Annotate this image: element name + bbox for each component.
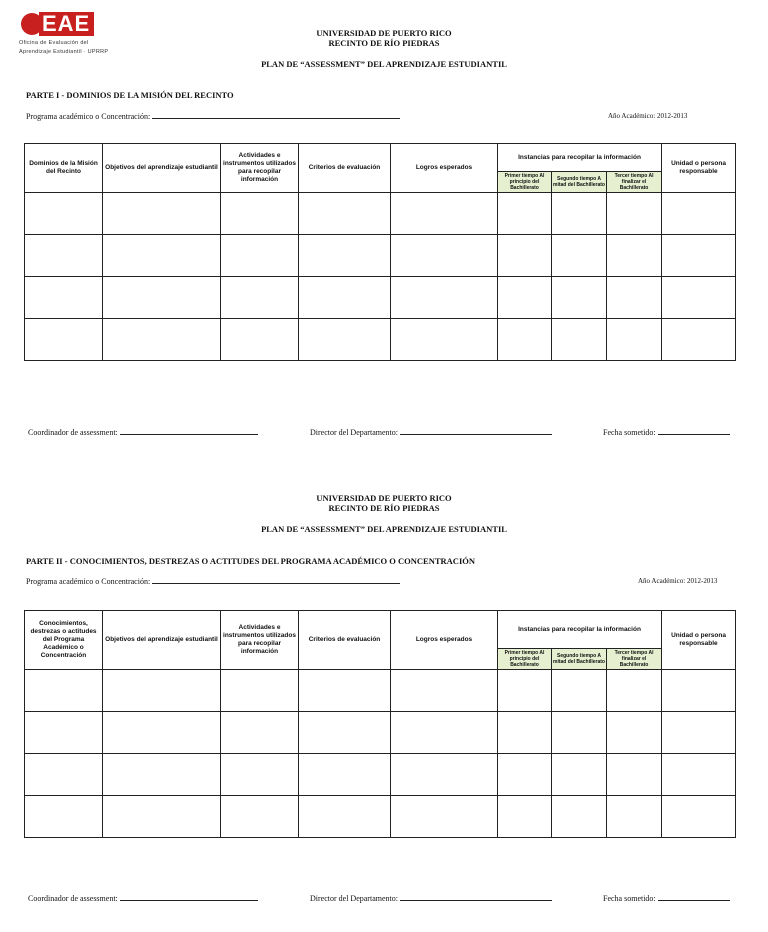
table-row — [25, 712, 736, 754]
col-primer-2: Primer tiempo Al principio del Bachillerato — [498, 649, 552, 670]
table-cell[interactable] — [25, 193, 103, 235]
table-cell[interactable] — [552, 235, 607, 277]
table-cell[interactable] — [607, 670, 662, 712]
col-objetivos-2: Objetivos del aprendizaje estudiantil — [103, 611, 221, 670]
part1-program-field[interactable] — [26, 112, 400, 121]
date-label: Fecha sometido: — [603, 428, 656, 437]
coordinator-input-line-2[interactable] — [120, 900, 258, 901]
table-cell[interactable] — [607, 277, 662, 319]
table-cell[interactable] — [221, 796, 299, 838]
program-label: Programa académico o Concentración: — [26, 112, 151, 121]
table-cell[interactable] — [25, 670, 103, 712]
table-cell[interactable] — [391, 670, 498, 712]
col-actividades: Actividades e instrumentos utilizados para recopilar información — [221, 144, 299, 193]
date-input-line-2[interactable] — [658, 900, 730, 901]
col-tercer-2: Tercer tiempo Al finalizar el Bachillerato — [607, 649, 662, 670]
table-cell[interactable] — [103, 754, 221, 796]
table-cell[interactable] — [498, 235, 552, 277]
table-cell[interactable] — [662, 277, 736, 319]
part1-date-field[interactable] — [603, 428, 730, 437]
col-tercer: Tercer tiempo Al finalizar el Bachillerato — [607, 172, 662, 193]
col-actividades-2: Actividades e instrumentos utilizados para recopilar información — [221, 611, 299, 670]
table-cell[interactable] — [221, 193, 299, 235]
coordinator-label: Coordinador de assessment: — [28, 428, 118, 437]
university-title-2: UNIVERSIDAD DE PUERTO RICO — [316, 493, 452, 503]
table-cell[interactable] — [552, 712, 607, 754]
table-cell[interactable] — [607, 319, 662, 361]
table-cell[interactable] — [498, 754, 552, 796]
table-cell[interactable] — [25, 235, 103, 277]
table-cell[interactable] — [607, 712, 662, 754]
table-cell[interactable] — [103, 319, 221, 361]
col-unidad-2: Unidad o persona responsable — [662, 611, 736, 670]
table-cell[interactable] — [391, 235, 498, 277]
table-row — [25, 670, 736, 712]
table-row — [25, 193, 736, 235]
table-row — [25, 235, 736, 277]
table-cell[interactable] — [221, 235, 299, 277]
plan-title: PLAN DE “ASSESSMENT” DEL APRENDIZAJE ESTUDIANTIL — [261, 59, 507, 69]
col-criterios: Criterios de evaluación — [299, 144, 391, 193]
part2-date-field[interactable] — [603, 894, 730, 903]
table-row — [25, 754, 736, 796]
table-cell[interactable] — [662, 712, 736, 754]
part1-table — [24, 143, 736, 361]
table-cell[interactable] — [221, 319, 299, 361]
col-conocimientos: Conocimientos, destrezas o actitudes del Programa Académico o Concentración — [25, 611, 103, 670]
table-cell[interactable] — [221, 277, 299, 319]
program-input-line-2[interactable] — [152, 583, 400, 584]
table-cell[interactable] — [552, 319, 607, 361]
table-cell[interactable] — [607, 796, 662, 838]
table-cell[interactable] — [103, 712, 221, 754]
part2-program-field[interactable] — [26, 577, 400, 586]
table-cell[interactable] — [391, 277, 498, 319]
part1-director-field[interactable] — [310, 428, 552, 437]
table-row — [25, 319, 736, 361]
director-label: Director del Departamento: — [310, 428, 398, 437]
table-cell[interactable] — [25, 319, 103, 361]
table-cell[interactable] — [662, 319, 736, 361]
table-cell[interactable] — [103, 193, 221, 235]
university-title: UNIVERSIDAD DE PUERTO RICO — [316, 28, 452, 38]
date-label-2: Fecha sometido: — [603, 894, 656, 903]
col-primer: Primer tiempo Al principio del Bachillerato — [498, 172, 552, 193]
table-cell[interactable] — [391, 796, 498, 838]
col-instancias-2: Instancias para recopilar la información — [498, 611, 662, 649]
part2-table — [24, 610, 736, 838]
table-cell[interactable] — [607, 235, 662, 277]
table-cell[interactable] — [103, 670, 221, 712]
table-cell[interactable] — [391, 319, 498, 361]
table-cell[interactable] — [221, 670, 299, 712]
table-cell[interactable] — [552, 277, 607, 319]
table-cell[interactable] — [498, 796, 552, 838]
logo-line2: Aprendizaje Estudiantil · UPRRP — [19, 49, 109, 55]
plan-title-2: PLAN DE “ASSESSMENT” DEL APRENDIZAJE ESTUDIANTIL — [261, 524, 507, 534]
table-cell[interactable] — [662, 193, 736, 235]
table-cell[interactable] — [662, 670, 736, 712]
part1-year: Año Académico: 2012-2013 — [608, 112, 688, 120]
col-dominios: Dominios de la Misión del Recinto — [25, 144, 103, 193]
campus-title-2: RECINTO DE RÍO PIEDRAS — [328, 503, 440, 513]
col-instancias: Instancias para recopilar la información — [498, 144, 662, 172]
table-row — [25, 796, 736, 838]
program-label-2: Programa académico o Concentración: — [26, 577, 151, 586]
table-cell[interactable] — [552, 796, 607, 838]
table-cell[interactable] — [607, 193, 662, 235]
table-cell[interactable] — [299, 712, 391, 754]
part1-heading: PARTE I - DOMINIOS DE LA MISIÓN DEL RECINTO — [26, 90, 234, 100]
table-cell[interactable] — [221, 754, 299, 796]
col-unidad: Unidad o persona responsable — [662, 144, 736, 193]
table-cell[interactable] — [607, 754, 662, 796]
coordinator-input-line[interactable] — [120, 434, 258, 435]
table-cell[interactable] — [552, 754, 607, 796]
logo-line1: Oficina de Evaluación del — [19, 40, 89, 46]
part2-coordinator-field[interactable] — [28, 894, 258, 903]
table-cell[interactable] — [662, 754, 736, 796]
director-input-line[interactable] — [400, 434, 552, 435]
table-cell[interactable] — [299, 319, 391, 361]
director-input-line-2[interactable] — [400, 900, 552, 901]
table-cell[interactable] — [552, 670, 607, 712]
coordinator-label-2: Coordinador de assessment: — [28, 894, 118, 903]
table-cell[interactable] — [391, 754, 498, 796]
table-row — [25, 277, 736, 319]
table-cell[interactable] — [221, 712, 299, 754]
date-input-line[interactable] — [658, 434, 730, 435]
part1-coordinator-field[interactable] — [28, 428, 258, 437]
table-cell[interactable] — [299, 193, 391, 235]
program-input-line[interactable] — [152, 118, 400, 119]
part2-year: Año Académico: 2012-2013 — [638, 577, 718, 585]
table-cell[interactable] — [498, 319, 552, 361]
table-cell[interactable] — [299, 796, 391, 838]
table-cell[interactable] — [391, 712, 498, 754]
col-criterios-2: Criterios de evaluación — [299, 611, 391, 670]
table-cell[interactable] — [25, 712, 103, 754]
table-cell[interactable] — [498, 193, 552, 235]
table-cell[interactable] — [25, 754, 103, 796]
table-cell[interactable] — [498, 277, 552, 319]
table-cell[interactable] — [498, 670, 552, 712]
table-cell[interactable] — [103, 796, 221, 838]
table-cell[interactable] — [299, 670, 391, 712]
logo-letters: EAE — [39, 12, 94, 36]
table-cell[interactable] — [662, 235, 736, 277]
table-cell[interactable] — [299, 235, 391, 277]
table-cell[interactable] — [498, 712, 552, 754]
table-cell[interactable] — [662, 796, 736, 838]
col-logros: Logros esperados — [391, 144, 498, 193]
part2-director-field[interactable] — [310, 894, 552, 903]
col-objetivos: Objetivos del aprendizaje estudiantil — [103, 144, 221, 193]
table-cell[interactable] — [103, 235, 221, 277]
part2-heading: PARTE II - CONOCIMIENTOS, DESTREZAS O ACTITUDES DEL PROGRAMA ACADÉMICO O CONCENTRACIÓN — [26, 556, 476, 566]
table-cell[interactable] — [552, 193, 607, 235]
table-cell[interactable] — [299, 277, 391, 319]
col-segundo: Segundo tiempo A mitad del Bachillerato — [552, 172, 607, 193]
table-cell[interactable] — [25, 796, 103, 838]
campus-title: RECINTO DE RÍO PIEDRAS — [328, 38, 440, 48]
director-label-2: Director del Departamento: — [310, 894, 398, 903]
table-cell[interactable] — [299, 754, 391, 796]
col-logros-2: Logros esperados — [391, 611, 498, 670]
col-segundo-2: Segundo tiempo A mitad del Bachillerato — [552, 649, 607, 670]
table-cell[interactable] — [103, 277, 221, 319]
table-cell[interactable] — [25, 277, 103, 319]
table-cell[interactable] — [391, 193, 498, 235]
